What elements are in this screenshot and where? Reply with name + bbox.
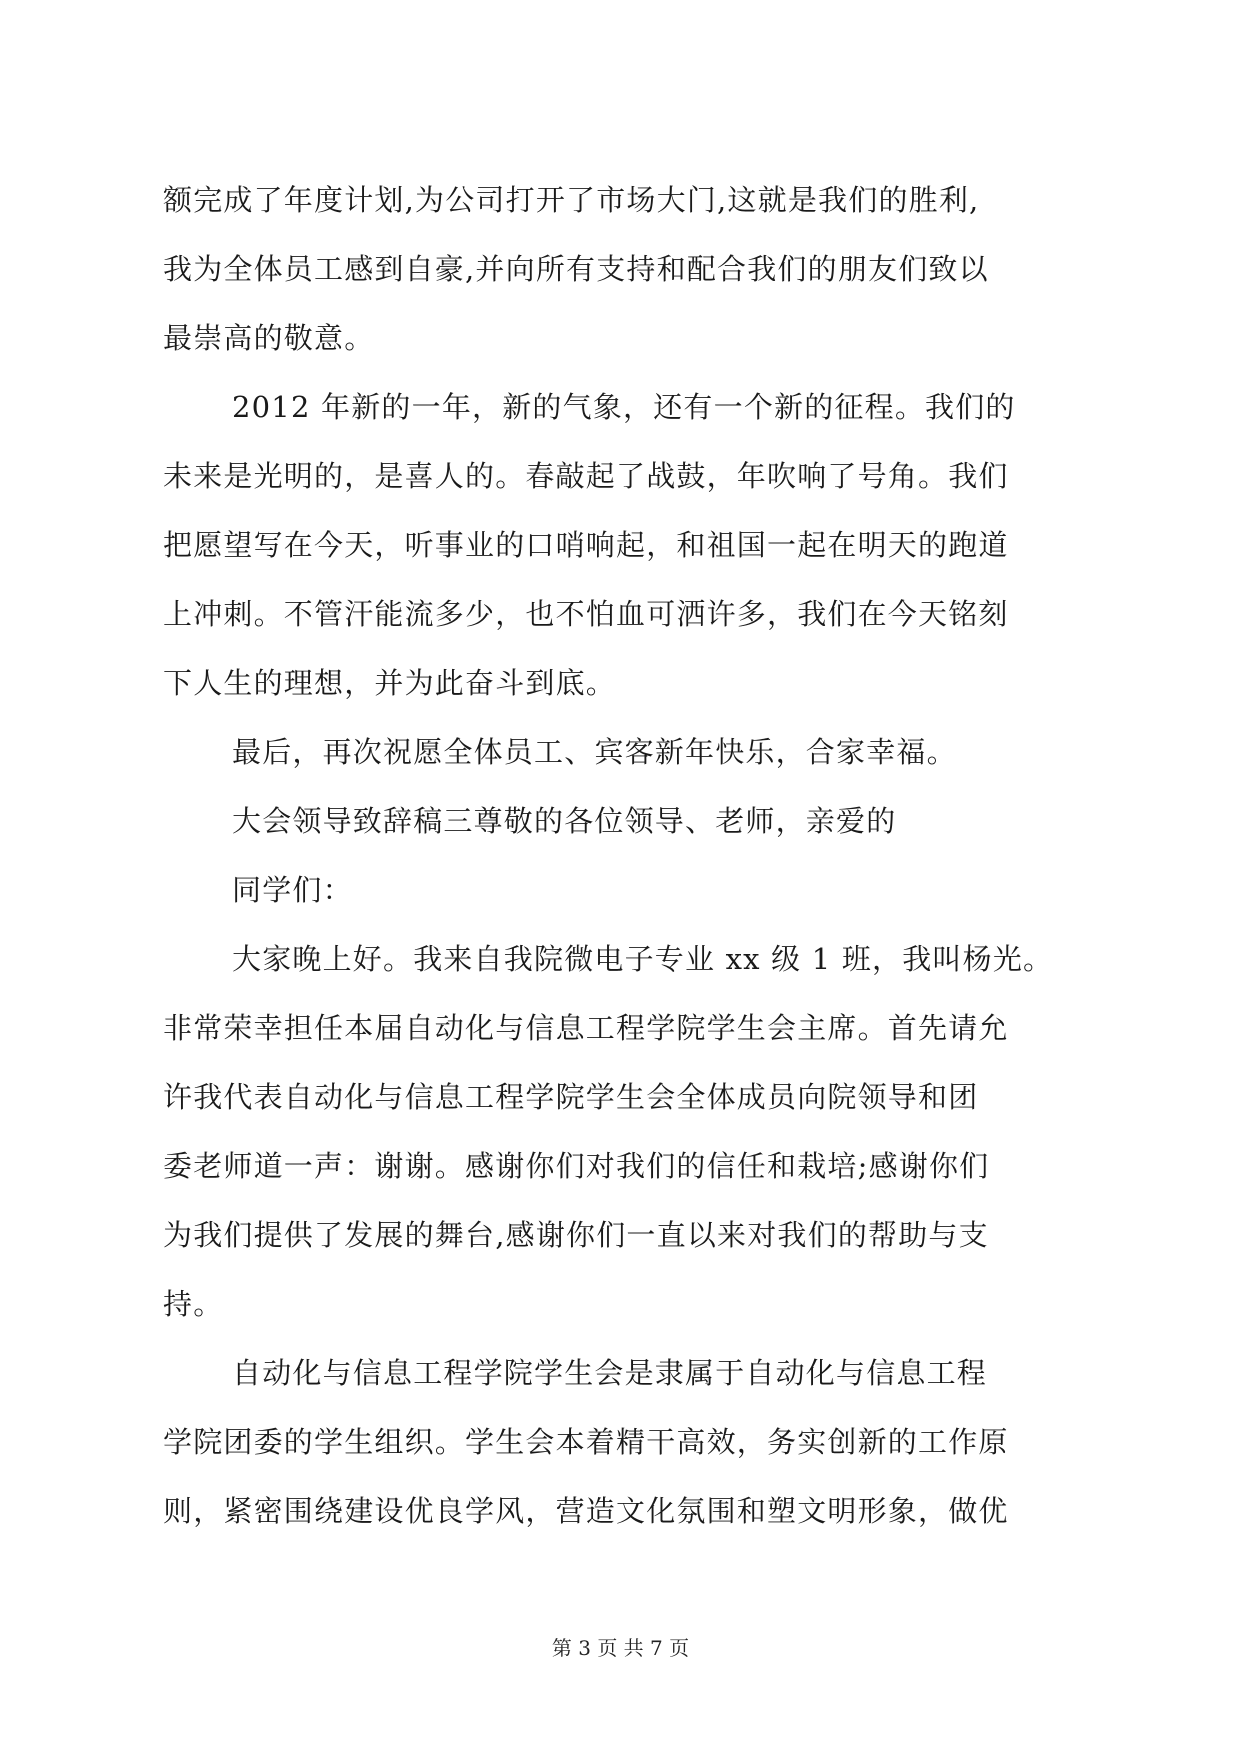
text-line: 同学们： — [232, 873, 353, 907]
text-line: 2012 年新的一年，新的气象，还有一个新的征程。我们的 — [232, 390, 1016, 424]
text-line: 把愿望写在今天，听事业的口哨响起，和祖国一起在明天的跑道 — [163, 528, 1009, 562]
text-line: 许我代表自动化与信息工程学院学生会全体成员向院领导和团 — [163, 1080, 979, 1114]
text-line: 持。 — [163, 1287, 224, 1321]
text-line: 则，紧密围绕建设优良学风，营造文化氛围和塑文明形象，做优 — [163, 1494, 1009, 1528]
text-line: 最后，再次祝愿全体员工、宾客新年快乐，合家幸福。 — [232, 735, 957, 769]
text-line: 非常荣幸担任本届自动化与信息工程学院学生会主席。首先请允 — [163, 1011, 1009, 1045]
page-footer: 第 3 页 共 7 页 — [551, 1636, 690, 1660]
text-line: 上冲刺。不管汗能流多少，也不怕血可洒许多，我们在今天铭刻 — [163, 597, 1009, 631]
text-line: 为我们提供了发展的舞台,感谢你们一直以来对我们的帮助与支 — [163, 1218, 989, 1252]
text-line: 下人生的理想，并为此奋斗到底。 — [163, 666, 617, 700]
text-line: 委老师道一声：谢谢。感谢你们对我们的信任和栽培;感谢你们 — [163, 1149, 990, 1183]
text-line: 额完成了年度计划,为公司打开了市场大门,这就是我们的胜利, — [163, 183, 980, 217]
text-line: 我为全体员工感到自豪,并向所有支持和配合我们的朋友们致以 — [163, 252, 989, 286]
text-line: 未来是光明的，是喜人的。春敲起了战鼓，年吹响了号角。我们 — [163, 459, 1009, 493]
text-line: 大会领导致辞稿三尊敬的各位领导、老师，亲爱的 — [232, 804, 897, 838]
text-line: 大家晚上好。我来自我院微电子专业 xx 级 1 班，我叫杨光。 — [232, 942, 1054, 976]
text-line: 最崇高的敬意。 — [163, 321, 375, 355]
text-line: 学院团委的学生组织。学生会本着精干高效，务实创新的工作原 — [163, 1425, 1009, 1459]
text-line: 自动化与信息工程学院学生会是隶属于自动化与信息工程 — [232, 1356, 988, 1390]
